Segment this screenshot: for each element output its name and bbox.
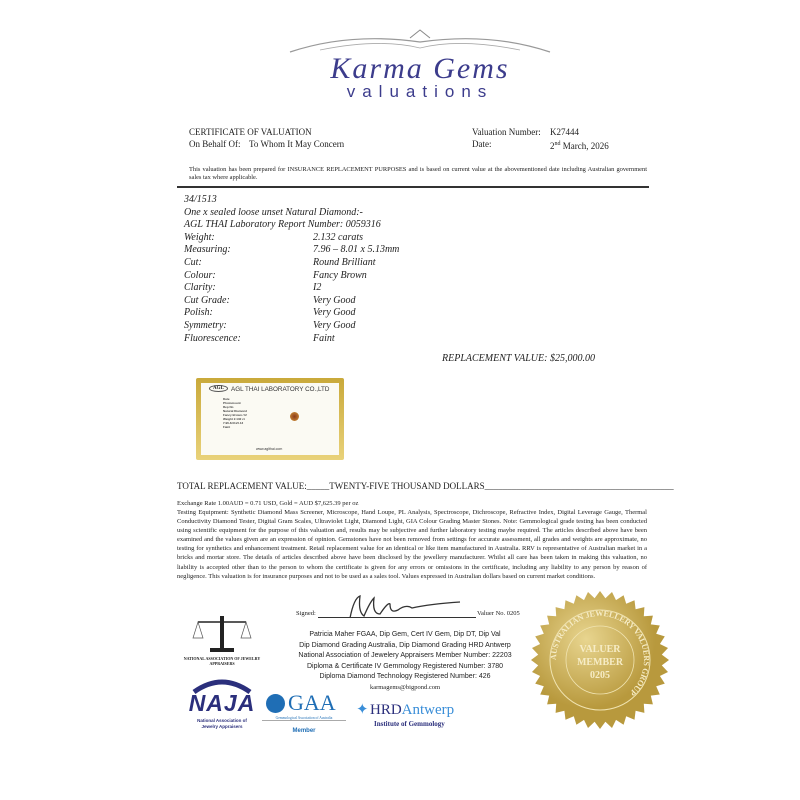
spec-row — [184, 232, 399, 245]
agl-line: Natural Diamond — [223, 409, 248, 413]
spec-value: Fancy Brown — [313, 269, 367, 281]
seal-line2: MEMBER — [576, 657, 624, 668]
certificate-title: CERTIFICATE OF VALUATION — [189, 127, 312, 137]
gold-seal — [530, 590, 670, 730]
spec-label: Polish: — [184, 307, 213, 319]
spec-row — [184, 244, 399, 257]
spec-label: Cut Grade: — [184, 294, 230, 306]
spec-label: Measuring: — [184, 244, 231, 256]
spec-label: Weight: — [184, 231, 215, 243]
credential-line: Diploma Diamond Technology Registered Number: 426 — [319, 673, 491, 680]
seal-line3: 0205 — [590, 670, 610, 681]
credentials — [270, 630, 540, 683]
agl-title: AGL THAI LABORATORY CO.,LTD — [231, 386, 330, 393]
total-value: TWENTY-FIVE THOUSAND DOLLARS — [329, 481, 485, 491]
spec-value: Very Good — [313, 294, 356, 306]
behalf-value: To Whom It May Concern — [249, 139, 345, 149]
signature-image — [340, 592, 470, 620]
spec-value: 7.96 – 8.01 x 5.13mm — [313, 244, 400, 256]
item-description: One x sealed loose unset Natural Diamond:- — [184, 206, 363, 218]
agl-website: www.aglthai.com — [256, 447, 283, 451]
item-ref: 34/1513 — [184, 194, 217, 205]
valuer-number: Valuer No. 0205 — [477, 610, 520, 617]
spec-row — [184, 282, 399, 295]
spec-value: I2 — [313, 282, 322, 294]
spec-value: 2.132 carats — [313, 231, 363, 243]
total-replacement: TOTAL REPLACEMENT VALUE:_____TWENTY-FIVE THOUSAND DOLLARS__________________________________________ — [177, 481, 674, 491]
credential-line: Diploma & Certificate IV Gemmology Registered Number: 3780 — [306, 662, 504, 670]
naja-caption: National Association of Jewelry Appraisers — [197, 718, 247, 729]
naja-logo: NAJA — [188, 690, 256, 716]
naja-scale-caption: NATIONAL ASSOCIATION OF JEWELRY APPRAISERS — [183, 656, 261, 666]
credential-line: National Association of Jewelery Appraisers Member Number: 22203 — [298, 652, 512, 659]
spec-row — [184, 295, 399, 308]
spec-label: Clarity: — [184, 282, 216, 294]
agl-line: Fancy Brown / I2 — [223, 413, 247, 417]
valuation-number: K27444 — [550, 127, 579, 137]
hrd-caption: Institute of Gemmology — [374, 720, 445, 728]
agl-line: Photomount — [223, 401, 241, 405]
diamond-image — [290, 412, 299, 421]
spec-label: Cut: — [184, 256, 202, 268]
gaa-member: Member — [292, 728, 316, 734]
seal-ring-text: AUSTRALIAN JEWELLERY VALUERS GROUP — [548, 608, 652, 698]
hrd-logo: HRDAntwerp — [370, 702, 455, 718]
logo-subtitle: valuations — [346, 82, 494, 101]
spec-label: Symmetry: — [184, 319, 227, 331]
spec-value: Round Brilliant — [313, 256, 376, 268]
spec-value: Very Good — [313, 319, 356, 331]
logo-brand: Karma Gems — [330, 52, 510, 85]
scales-logo-icon — [192, 612, 252, 654]
date-label: Date: — [472, 139, 492, 149]
gaa-caption: Gemmological Association of Australia — [262, 716, 346, 721]
gaa-emblem-icon — [266, 694, 285, 713]
spec-row — [184, 333, 399, 346]
spec-row — [184, 307, 399, 320]
purpose-notice: This valuation has been prepared for INSURANCE REPLACEMENT PURPOSES and is based on current value at the abovementioned date including Australian government sales tax where applicable. — [189, 166, 647, 181]
agl-line: Faint — [223, 425, 231, 429]
credential-line: Patricia Maher FGAA, Dip Gem, Cert IV Gem, Dip DT, Dip Val — [309, 631, 501, 638]
spec-label: Colour: — [184, 269, 216, 281]
lab-report: AGL THAI Laboratory Report Number: 0059316 — [184, 219, 381, 231]
seal-line1: VALUER — [579, 644, 621, 655]
credential-line: Dip Diamond Grading Australia, Dip Diamond Grading HRD Antwerp — [299, 641, 511, 649]
agl-line: 7.96-8.01x5.13 — [223, 421, 244, 425]
date-value: 2nd March, 2026 — [550, 141, 609, 151]
gaa-logo: GAA — [288, 690, 336, 715]
signed-label: Signed: — [296, 610, 316, 617]
replacement-value: REPLACEMENT VALUE: $25,000.00 — [442, 353, 595, 364]
spec-value: Faint — [313, 332, 335, 344]
spec-row — [184, 257, 399, 270]
email: karmagems@bigpond.com — [369, 684, 441, 691]
behalf-label: On Behalf Of: — [189, 139, 241, 149]
agl-logo: AGL — [209, 385, 228, 392]
item-details — [184, 194, 399, 345]
exchange-rate: Exchange Rate 1.00AUD = 0.71 USD, Gold = AUD $7,625.39 per oz — [177, 500, 359, 507]
spec-row — [184, 320, 399, 333]
spec-value: Very Good — [313, 307, 356, 319]
agl-line: Rep No — [223, 405, 234, 409]
agl-line: Date — [223, 397, 230, 401]
disclaimer-text: Testing Equipment: Synthetic Diamond Mass Screener, Microscope, Hand Loupe, PL Analysis, Spectroscope, Dichroscope, Refractive Index, Digital Leverage Gauge, Thermal Conductivity Diamond Tester, Digital Gram Scales, Ultraviolet Light, Diamond Light, GIA Colour Grading Master Stones. Note: Gemmological grade testing has been conducted using scientific equipment for the purpose of this valuation and, results may be subjective and further laboratory testing maybe required. The articles described above have been examined and the values given are an expression of opinion. Gemstones have not been removed from settings for accurate assessment, all grades and weights are approximate, no testing for synthetics and enhancement treatment. Retail replacement value for an identical or like item manufactured in Australia. RRV is representative of Australian market in a bricks and mortar store. The details of articles described above have been disclosed by the jewellery manufacturer. Whilst all care has been taken in making this valuation, no liability is accepted other than to the person to whom the certificate is given for any errors or omissions in the certificate, including any liability to any person by reason of negligence. This valuation is for insurance purposes and not to be used as a sales tool. Values expressed in Australian dollars based on current market conditions. — [177, 509, 647, 580]
spec-label: Fluorescence: — [184, 332, 241, 344]
lab-report-card — [196, 378, 344, 460]
agl-line: Weight 2.132 ct — [223, 417, 245, 421]
valuation-number-label: Valuation Number: — [472, 127, 541, 137]
spec-row — [184, 270, 399, 283]
divider — [177, 186, 649, 188]
hrd-star-icon: ✦ — [356, 702, 369, 718]
